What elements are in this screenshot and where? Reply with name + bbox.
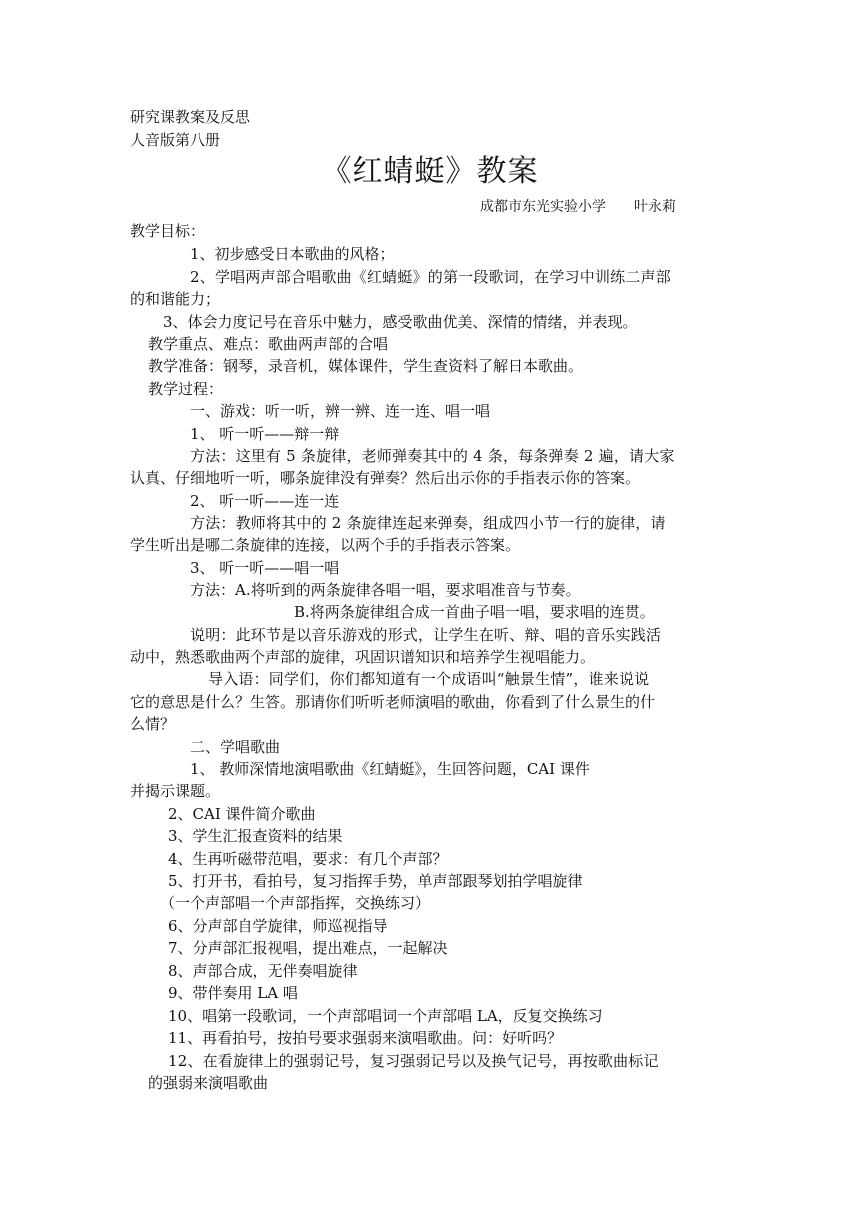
- part2-item-2: 2、CAI 课件简介歌曲: [168, 805, 316, 823]
- step1-method-line-1: 方法：这里有 5 条旋律，老师弹奏其中的 4 条，每条弹奏 2 遍，请大家: [190, 447, 675, 465]
- step3-title: 3、 听一听——唱一唱: [190, 559, 340, 577]
- part2-item-5-sub: （一个声部唱一个声部指挥，交换练习）: [160, 894, 431, 912]
- part2-heading: 二、学唱歌曲: [190, 738, 281, 756]
- goals-heading: 教学目标：: [130, 222, 206, 240]
- part2-item-11: 11、再看拍号，按拍号要求强弱来演唱歌曲。问：好听吗？: [168, 1029, 563, 1047]
- author-line: [480, 198, 676, 216]
- step3-method-a: 方法：A.将听到的两条旋律各唱一唱，要求唱准音与节奏。: [190, 581, 581, 599]
- part2-item-8: 8、声部合成，无伴奏唱旋律: [168, 962, 358, 980]
- goal-2-line-2: 的和谐能力；: [130, 290, 221, 308]
- note-line-2: 动中，熟悉歌曲两个声部的旋律，巩固识谱知识和培养学生视唱能力。: [130, 648, 596, 666]
- intro-line-2: 它的意思是什么？生答。那请你们听听老师演唱的歌曲，你看到了什么景生的什: [130, 693, 656, 711]
- step3-method-b: B.将两条旋律组合成一首曲子唱一唱，要求唱的连贯。: [294, 603, 655, 621]
- goal-1: 1、初步感受日本歌曲的风格；: [190, 245, 395, 263]
- part2-item-1-line-2: 并揭示课题。: [130, 782, 221, 800]
- preparation: 教学准备：钢琴，录音机，媒体课件，学生查资料了解日本歌曲。: [148, 357, 584, 375]
- step1-title: 1、 听一听——辩一辩: [190, 425, 340, 443]
- author-school: 成都市东光实验小学: [480, 199, 606, 215]
- intro-line-3: 么情？: [130, 715, 176, 733]
- part2-item-4: 4、生再听磁带范唱，要求：有几个声部？: [168, 850, 448, 868]
- part2-item-1-line-1: 1、 教师深情地演唱歌曲《红蜻蜓》，生回答问题，CAI 课件: [190, 760, 590, 778]
- part2-item-6: 6、分声部自学旋律，师巡视指导: [168, 917, 388, 935]
- part1-heading: 一、游戏：听一听，辨一辨、连一连、唱一唱: [190, 402, 491, 420]
- step2-method-line-1: 方法：教师将其中的 2 条旋律连起来弹奏，组成四小节一行的旋律，请: [190, 514, 666, 532]
- part2-item-5: 5、打开书，看拍号，复习指挥手势，单声部跟琴划拍学唱旋律: [168, 872, 583, 890]
- part2-item-10: 10、唱第一段歌词，一个声部唱词一个声部唱 LA，反复交换练习: [168, 1007, 603, 1025]
- goal-2-line-1: 2、学唱两声部合唱歌曲《红蜻蜓》的第一段歌词，在学习中训练二声部: [190, 268, 671, 286]
- process-heading: 教学过程：: [148, 380, 224, 398]
- step2-method-line-2: 学生听出是哪二条旋律的连接，以两个手的手指表示答案。: [130, 536, 521, 554]
- header-line-2: 人音版第八册: [130, 131, 221, 149]
- part2-item-7: 7、分声部汇报视唱，提出难点，一起解决: [168, 939, 448, 957]
- key-points: 教学重点、难点：歌曲两声部的合唱: [148, 335, 389, 353]
- part2-item-3: 3、学生汇报查资料的结果: [168, 827, 343, 845]
- part2-item-12-line-1: 12、在看旋律上的强弱记号，复习强弱记号以及换气记号，再按歌曲标记: [168, 1052, 659, 1070]
- goal-3: 3、体会力度记号在音乐中魅力，感受歌曲优美、深情的情绪，并表现。: [163, 313, 638, 331]
- intro-line-1: 导入语：同学们，你们都知道有一个成语叫“触景生情”，谁来说说: [208, 670, 650, 688]
- document-title: 《红蜻蜓》教案: [321, 154, 539, 189]
- header-line-1: 研究课教案及反思: [130, 108, 251, 126]
- step1-method-line-2: 认真、仔细地听一听，哪条旋律没有弹奏？然后出示你的手指表示你的答案。: [130, 469, 641, 487]
- note-line-1: 说明：此环节是以音乐游戏的形式，让学生在听、辩、唱的音乐实践活: [190, 626, 662, 644]
- part2-item-9: 9、带伴奏用 LA 唱: [168, 984, 298, 1002]
- step2-title: 2、 听一听——连一连: [190, 492, 340, 510]
- part2-item-12-line-2: 的强弱来演唱歌曲: [148, 1074, 269, 1092]
- author-name: 叶永莉: [634, 199, 676, 215]
